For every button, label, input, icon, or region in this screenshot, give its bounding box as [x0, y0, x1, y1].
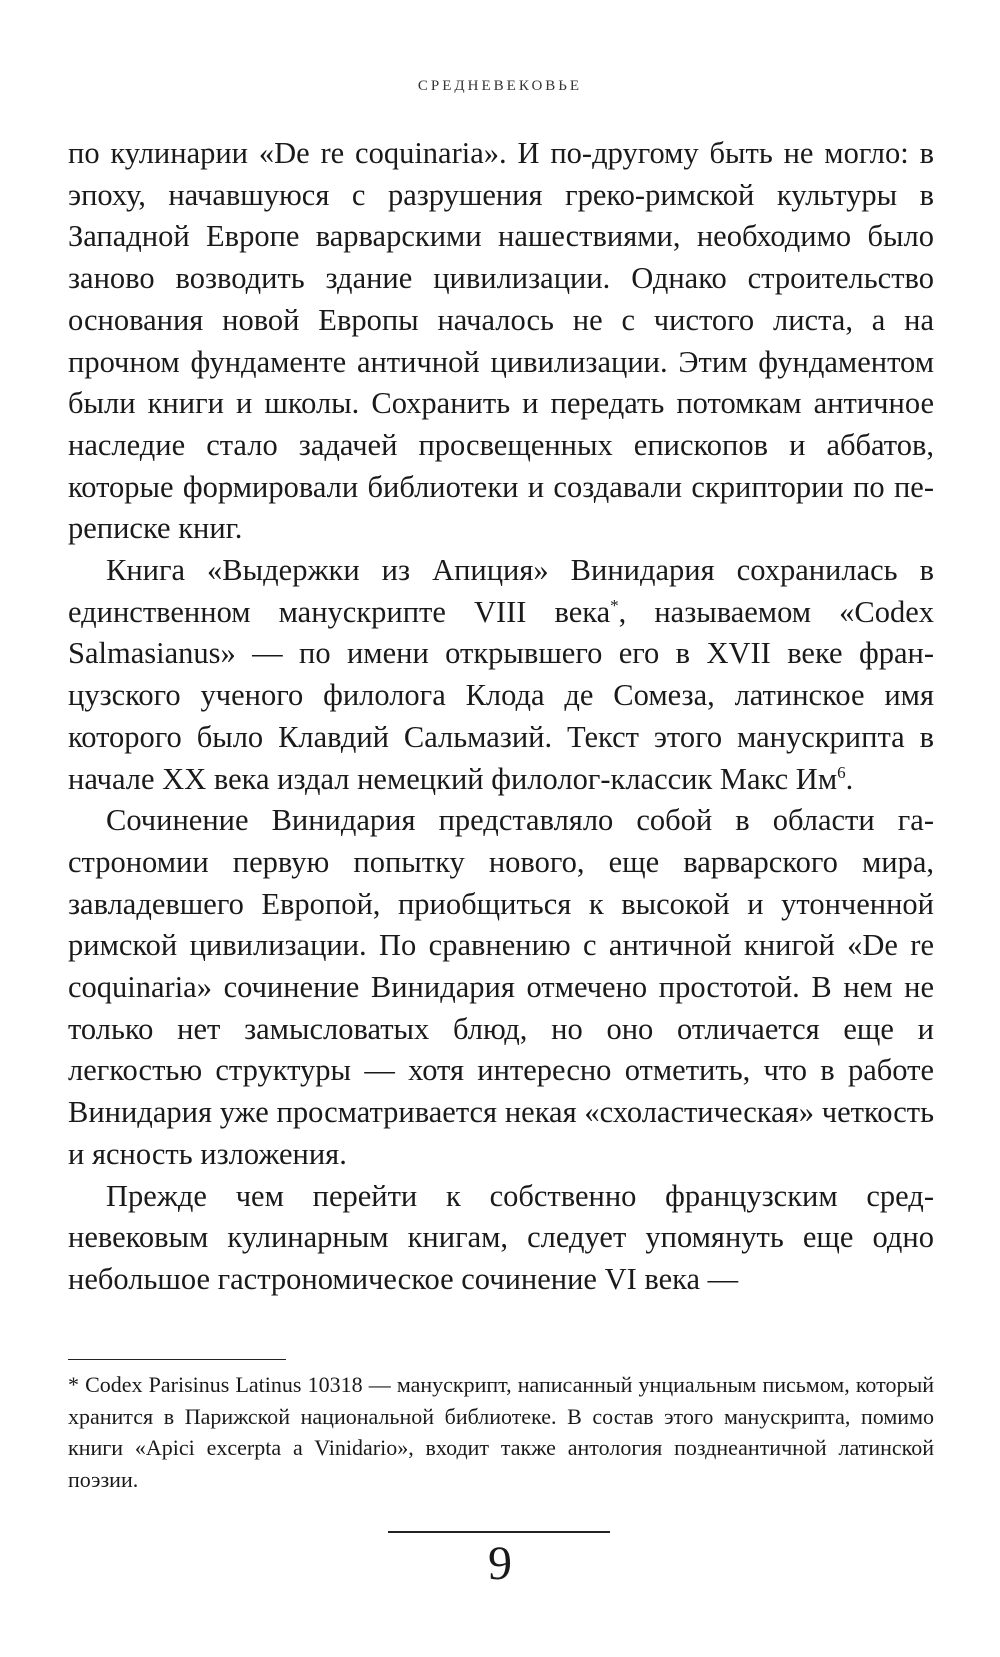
page-number: 9	[488, 1537, 512, 1590]
paragraph-4: Прежде чем перейти к собственно французским средневековым кулинарным книгам, следует упомянуть еще одно небольшое гастрономическое сочинение VI века —	[68, 1178, 934, 1296]
footnote-divider	[68, 1359, 286, 1360]
running-head: СРЕДНЕВЕКОВЬЕ	[417, 78, 583, 94]
body-text	[68, 133, 934, 1301]
footnote-text: * Codex Parisinus Latinus 10318 — манускрипт, написанный унциальным письмом, который хранится в Парижской национальной библиотеке. В состав этого манускрипта, помимо книги «Apici excerpta a Vinidario», входит также антология позднеантичной латинской поэзии.	[68, 1372, 934, 1492]
endnote-reference: 6	[837, 762, 846, 782]
paragraph-3: Сочинение Винидария представляло собой в области гастрономии первую попытку нового, еще варварского мира, завладевшего Европой, приобщиться к высокой и утонченной римской цивилизации. По сравнению с античной книгой «De re coquinaria» сочинение Винидария отмечено простотой. В нем не только нет замысловатых блюд, но оно отличается еще и легкостью структуры — хотя интересно отметить, что в работе Винидария уже просматривается некая «схоластическая» четкость и ясность изложения.	[68, 803, 934, 1171]
paragraph-2	[68, 550, 934, 800]
page-number-divider	[388, 1531, 610, 1533]
paragraph-2-start: Книга «Выдержки из Апиция» Винидария сохранилась в единственном манускрипте VIII века	[68, 553, 934, 629]
footnote-marker: *	[610, 595, 619, 615]
paragraph-2-middle: , называемом «Codex Salmasianus» — по имени открывшего его в XVII веке французского ученого филолога Клода де Сомеза, латинское имя которого было Клавдий Сальмазий. Текст этого манускрипта в начале XX века издал немецкий филолог-классик Макс Им	[68, 594, 934, 796]
paragraph-2-end: .	[845, 761, 854, 796]
paragraph-1: по кулинарии «De re coquinaria». И по-другому быть не могло: в эпоху, начавшуюся с разрушения греко-римской культуры в Западной Европе варварскими нашествиями, необходимо было заново возводить здание цивилизации. Однако строительство основания новой Европы началось не с чистого листа, а на прочном фундаменте античной цивилизации. Этим фундаментом были книги и школы. Сохранить и передать потомкам античное наследие стало задачей просвещенных епископов и аббатов, которые формировали библиотеки и создавали скриптории по переписке книг.	[68, 136, 934, 546]
footnote	[68, 1369, 934, 1495]
